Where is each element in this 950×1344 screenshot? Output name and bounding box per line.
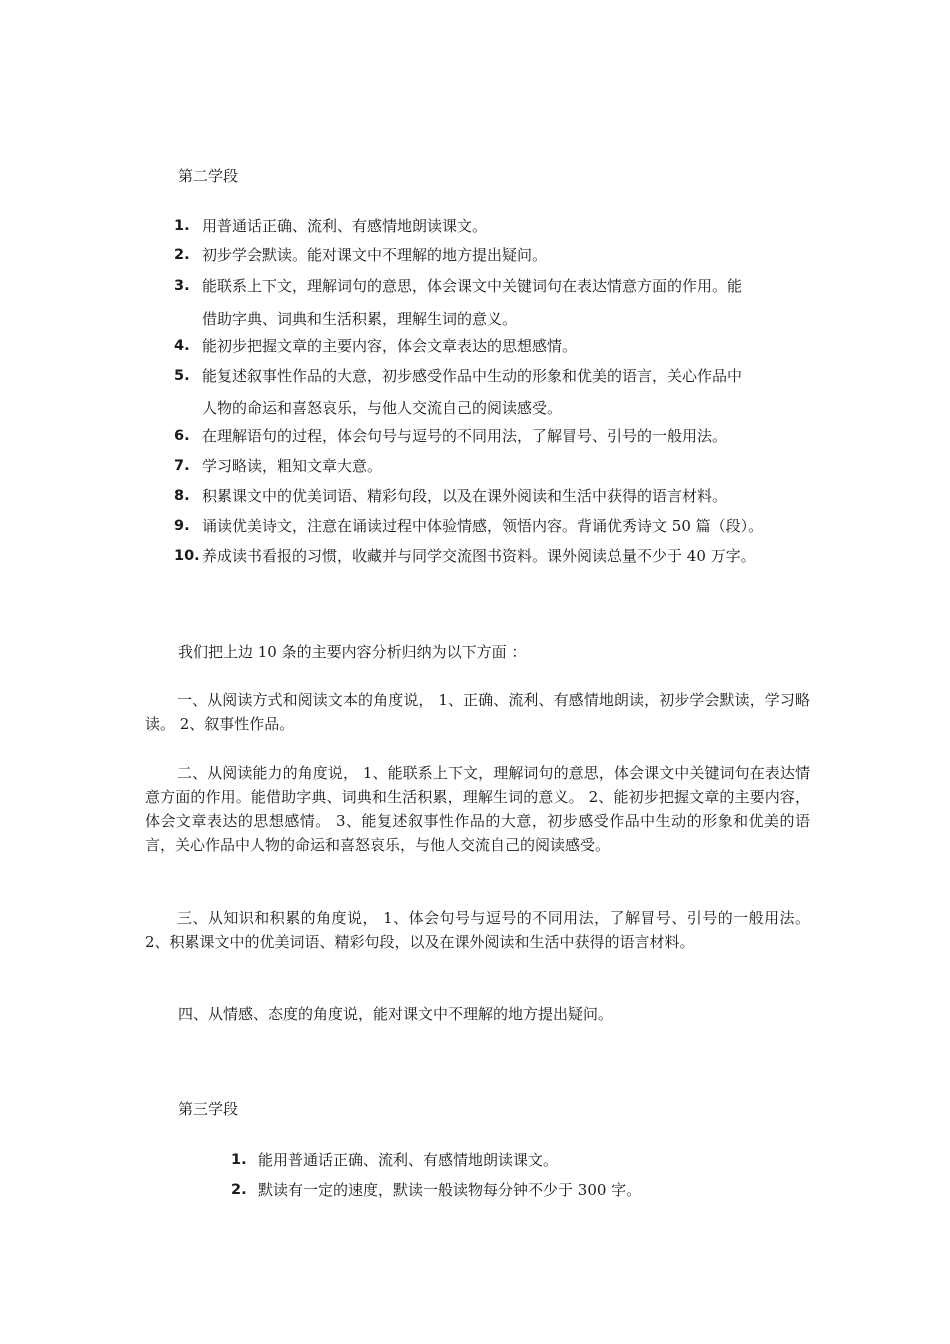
list-item-text: 初步学会默读。能对课文中不理解的地方提出疑问。 — [202, 246, 548, 264]
analysis-paragraph-3: 三、从知识和积累的角度说， 1、体会句号与逗号的不同用法，了解冒号、引号的一般用法。 2、积累课文中的优美词语、精彩句段，以及在课外阅读和生活中获得的语言材料。 — [145, 909, 810, 951]
list-number: 8. — [174, 488, 190, 504]
analysis-intro: 我们把上边 10 条的主要内容分析归纳为以下方面 ： — [178, 643, 527, 661]
list-item-text: 用普通话正确、流利、有感情地朗读课文。 — [202, 217, 488, 235]
analysis-paragraph-2: 二、从阅读能力的角度说， 1、能联系上下文，理解词句的意思，体会课文中关键词句在表达情意方面的作用。能借助字典、词典和生活积累，理解生词的意义。 2、能初步把握文章的主要内容，体会文章表达的思想感情。 3、能复述叙事性作品的大意，初步感受作品中生动的形象和优美的语言，关心作品中人物的命运和喜怒哀乐，与他人交流自己的阅读感受。 — [145, 764, 810, 854]
analysis-paragraph-4: 四、从情感、态度的角度说，能对课文中不理解的地方提出疑问。 — [178, 1005, 614, 1023]
list-number: 2. — [231, 1182, 247, 1198]
list-number: 6. — [174, 428, 190, 444]
list-number: 4. — [174, 338, 190, 354]
list-item-text: 诵读优美诗文，注意在诵读过程中体验情感，领悟内容。背诵优秀诗文 50 篇（段）。 — [202, 517, 764, 535]
list-item-text: 在理解语句的过程，体会句号与逗号的不同用法，了解冒号、引号的一般用法。 — [202, 427, 728, 445]
list-item-continuation: 借助字典、词典和生活积累，理解生词的意义。 — [202, 310, 518, 328]
list-number: 9. — [174, 518, 190, 534]
list-item-text: 能复述叙事性作品的大意，初步感受作品中生动的形象和优美的语言，关心作品中 — [202, 367, 743, 385]
list-number: 5. — [174, 368, 190, 384]
list-item-text: 养成读书看报的习惯，收藏并与同学交流图书资料。课外阅读总量不少于 40 万字。 — [202, 547, 756, 565]
analysis-paragraph-1: 一、从阅读方式和阅读文本的角度说， 1、正确、流利、有感情地朗读，初步学会默读，学习略读。 2、叙事性作品。 — [145, 691, 810, 733]
list-item-text: 默读有一定的速度，默读一般读物每分钟不少于 300 字。 — [258, 1181, 642, 1199]
list-number: 7. — [174, 458, 190, 474]
list-number: 1. — [174, 218, 190, 234]
list-item-text: 学习略读，粗知文章大意。 — [202, 457, 383, 475]
list-number: 2. — [174, 247, 190, 263]
section-heading: 第三学段 — [178, 1100, 239, 1118]
list-item-text: 能联系上下文，理解词句的意思，体会课文中关键词句在表达情意方面的作用。能 — [202, 277, 743, 295]
list-number: 1. — [231, 1152, 247, 1168]
list-item-continuation: 人物的命运和喜怒哀乐，与他人交流自己的阅读感受。 — [202, 399, 563, 417]
list-number: 10. — [174, 548, 200, 564]
section-heading: 第二学段 — [178, 167, 239, 185]
list-item-text: 能初步把握文章的主要内容，体会文章表达的思想感情。 — [202, 337, 578, 355]
list-number: 3. — [174, 278, 190, 294]
list-item-text: 能用普通话正确、流利、有感情地朗读课文。 — [258, 1151, 559, 1169]
list-item-text: 积累课文中的优美词语、精彩句段，以及在课外阅读和生活中获得的语言材料。 — [202, 487, 728, 505]
